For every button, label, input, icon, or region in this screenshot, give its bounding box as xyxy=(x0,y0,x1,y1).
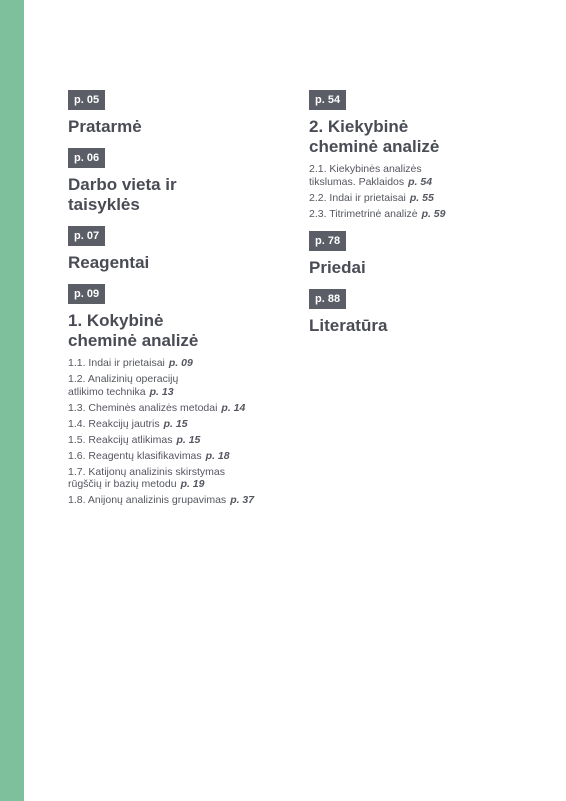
toc-section-reagentai xyxy=(68,226,298,273)
subsection-page-ref: p. 15 xyxy=(163,417,188,430)
page-number-tag: p. 06 xyxy=(68,148,105,168)
subsection-title: 1.5. Reakcijų atlikimas xyxy=(68,433,173,446)
subsection-entry xyxy=(68,418,298,431)
subsection-entry xyxy=(68,357,298,370)
subsection-entry xyxy=(68,434,298,447)
subsection-page-ref: p. 19 xyxy=(180,478,205,490)
subsection-list xyxy=(68,357,298,507)
subsection-title: 1.7. Katijonų analizinis skirstymas rūgščių ir bazių metodu xyxy=(68,465,225,490)
subsection-entry xyxy=(68,494,298,507)
subsection-page-ref: p. 15 xyxy=(176,433,201,446)
page-number-tag: p. 54 xyxy=(309,90,346,110)
subsection-page-ref: p. 14 xyxy=(221,401,246,414)
page-number-tag: p. 09 xyxy=(68,284,105,304)
toc-section-2-kiekybine-chemine-analize xyxy=(309,90,539,220)
subsection-title: 1.8. Anijonų analizinis grupavimas xyxy=(68,494,227,506)
subsection-page-ref: p. 59 xyxy=(421,207,446,220)
section-title: Literatūra xyxy=(309,316,388,335)
toc-right-column xyxy=(309,90,539,347)
subsection-entry xyxy=(309,192,539,205)
toc-section-priedai xyxy=(309,231,539,278)
subsection-title: 1.2. Analizinių operacijų atlikimo technika xyxy=(68,373,179,398)
subsection-page-ref: p. 54 xyxy=(408,175,433,188)
subsection-entry xyxy=(309,208,539,221)
toc-section-literatura xyxy=(309,289,539,336)
subsection-entry xyxy=(68,450,298,463)
section-title: Darbo vieta ir taisyklės xyxy=(68,175,177,214)
subsection-entry xyxy=(68,373,298,398)
section-title: Reagentai xyxy=(68,253,150,272)
subsection-title: 2.1. Kiekybinės analizės tikslumas. Paklaidos xyxy=(309,163,422,188)
section-title: Pratarmė xyxy=(68,117,142,136)
subsection-title: 2.3. Titrimetrinė analizė xyxy=(309,207,418,220)
subsection-entry xyxy=(68,402,298,415)
subsection-list xyxy=(309,163,539,220)
page-number-tag: p. 78 xyxy=(309,231,346,251)
toc-section-1-kokybine-chemine-analize xyxy=(68,284,298,507)
page-number-tag: p. 88 xyxy=(309,289,346,309)
toc-left-column xyxy=(68,90,298,518)
subsection-title: 1.1. Indai ir prietaisai xyxy=(68,357,165,369)
subsection-entry xyxy=(309,163,539,188)
toc-section-pratarme xyxy=(68,90,298,137)
section-title: Priedai xyxy=(309,258,366,277)
subsection-title: 1.3. Cheminės analizės metodai xyxy=(68,401,218,414)
subsection-title: 1.4. Reakcijų jautris xyxy=(68,417,160,430)
section-title: 1. Kokybinė cheminė analizė xyxy=(68,311,199,350)
side-accent-stripe xyxy=(0,0,24,801)
subsection-title: 1.6. Reagentų klasifikavimas xyxy=(68,449,202,462)
subsection-page-ref: p. 18 xyxy=(205,449,230,462)
section-title: 2. Kiekybinė cheminė analizė xyxy=(309,117,440,156)
subsection-page-ref: p. 55 xyxy=(409,191,434,204)
subsection-entry xyxy=(68,466,298,491)
subsection-title: 2.2. Indai ir prietaisai xyxy=(309,191,406,204)
subsection-page-ref: p. 13 xyxy=(149,385,174,398)
page-number-tag: p. 05 xyxy=(68,90,105,110)
subsection-page-ref: p. 37 xyxy=(230,494,255,506)
page-number-tag: p. 07 xyxy=(68,226,105,246)
toc-section-darbo-vieta-ir-taisykles xyxy=(68,148,298,215)
subsection-page-ref: p. 09 xyxy=(168,357,193,369)
